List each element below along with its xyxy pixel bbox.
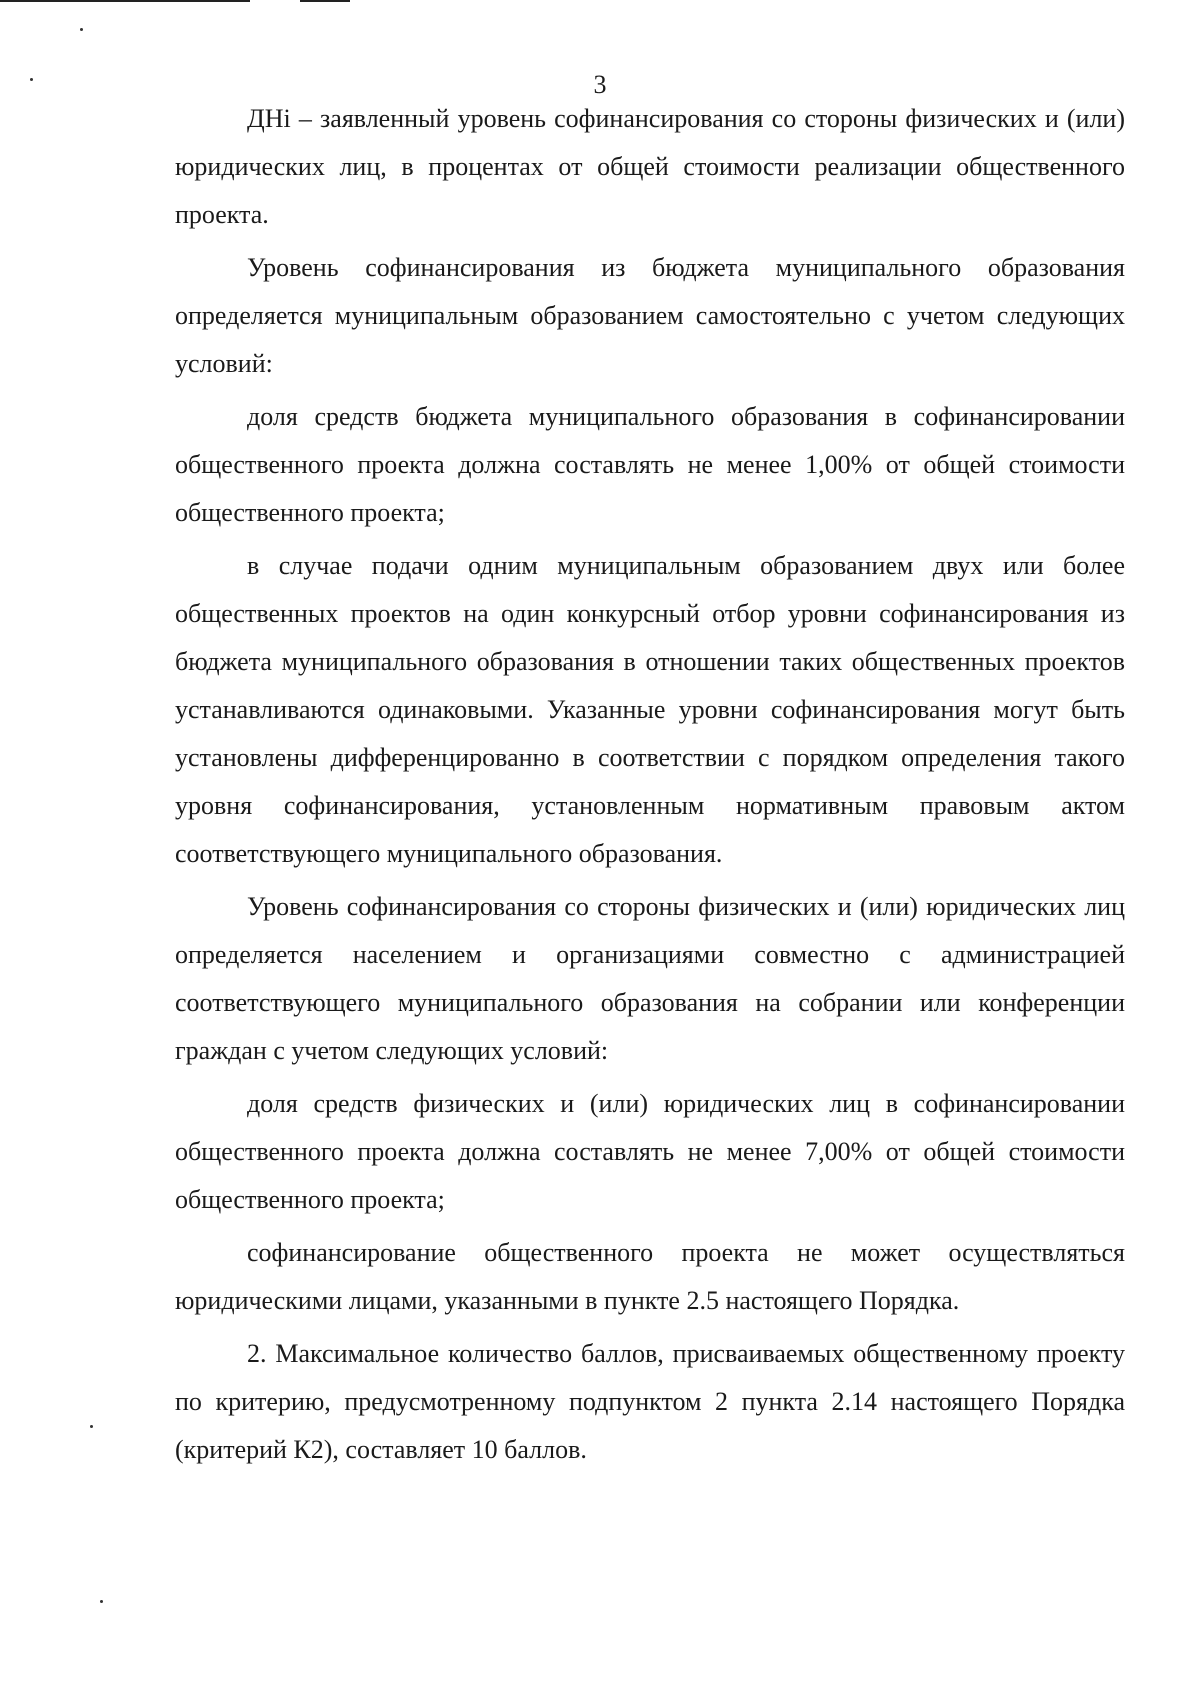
paragraph-legal-entities-restriction: софинансирование общественного проекта не может осуществляться юридическими лицами, указанными в пункте 2.5 настоящего Порядка. <box>175 1238 1125 1315</box>
document-body <box>175 95 1125 1479</box>
paragraph-dni-definition: ДНi – заявленный уровень софинансирования со стороны физических и (или) юридических лиц, в процентах от общей стоимости реализации общественного проекта. <box>175 104 1125 229</box>
scan-speck <box>90 1425 93 1428</box>
paragraph-municipal-level: Уровень софинансирования из бюджета муниципального образования определяется муниципальным образованием самостоятельно с учетом следующих условий: <box>175 253 1125 378</box>
scan-speck <box>80 28 83 31</box>
page-number: 3 <box>593 70 607 99</box>
paragraph-max-points: 2. Максимальное количество баллов, присваиваемых общественному проекту по критерию, предусмотренному подпунктом 2 пункта 2.14 настоящего Порядка (критерий К2), составляет 10 баллов. <box>175 1339 1125 1464</box>
paragraph-municipal-share: доля средств бюджета муниципального образования в софинансировании общественного проекта должна составлять не менее 1,00% от общей стоимости общественного проекта; <box>175 402 1125 527</box>
scan-edge-line <box>0 0 250 2</box>
paragraph-individuals-share: доля средств физических и (или) юридических лиц в софинансировании общественного проекта должна составлять не менее 7,00% от общей стоимости общественного проекта; <box>175 1089 1125 1214</box>
paragraph-multiple-projects: в случае подачи одним муниципальным образованием двух или более общественных проектов на один конкурсный отбор уровни софинансирования из бюджета муниципального образования в отношении таких общественных проектов устанавливаются одинаковыми. Указанные уровни софинансирования могут быть установлены дифференцированно в соответствии с порядком определения такого уровня софинансирования, установленным нормативным правовым актом соответствующего муниципального образования. <box>175 551 1125 868</box>
scan-edge-line <box>300 0 350 2</box>
scan-speck <box>100 1600 103 1603</box>
paragraph-individuals-level: Уровень софинансирования со стороны физических и (или) юридических лиц определяется населением и организациями совместно с администрацией соответствующего муниципального образования на собрании или конференции граждан с учетом следующих условий: <box>175 892 1125 1065</box>
